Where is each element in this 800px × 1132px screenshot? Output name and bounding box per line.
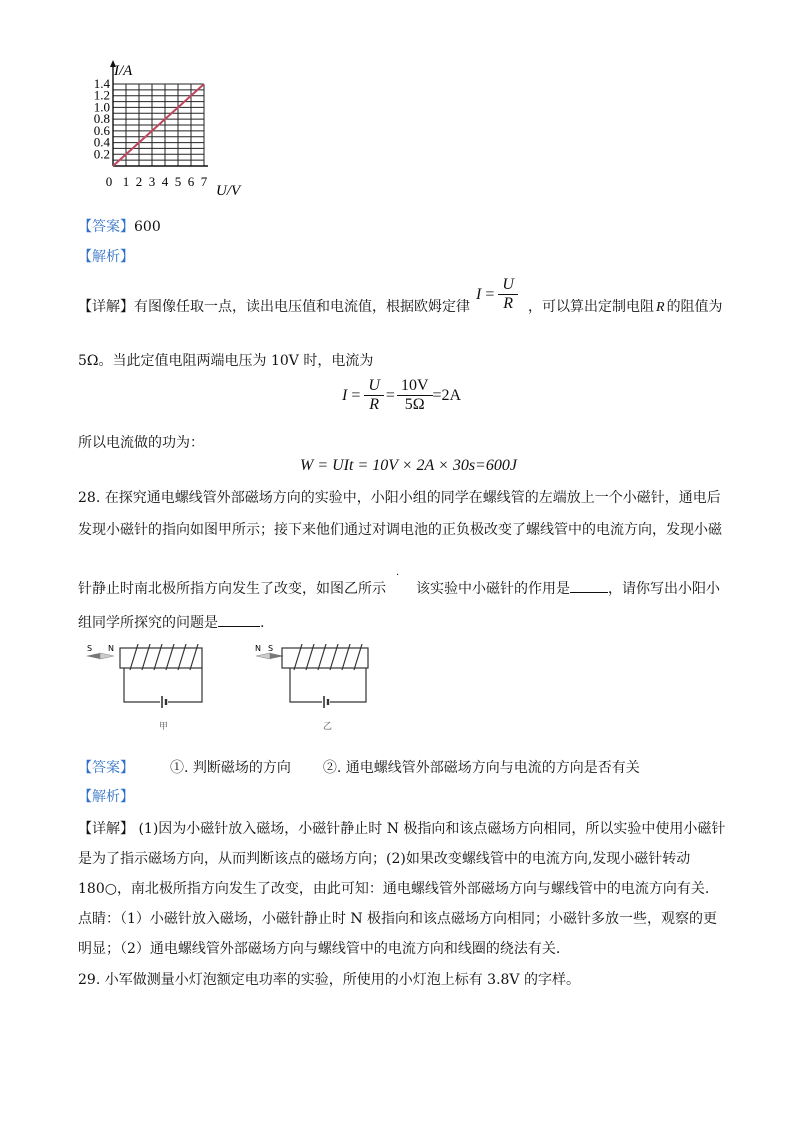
f2-lhs: I [342,387,348,404]
x-tick-label: 5 [174,174,182,189]
detail2-line-4: 点睛：（1）小磁针放入磁场，小磁针静止时 N 极指向和该点磁场方向相同；小磁针多放一些，观察的更 [78,911,718,927]
formula-num: U [498,276,518,295]
analysis2-tag: 【解析】 [78,789,134,805]
detail-tag: 【详解】 [78,299,134,315]
f2-num1: U [364,377,384,396]
f2-num2: 10V [397,377,433,396]
iu-graph [80,58,260,203]
yi-label: 乙 [323,722,333,732]
x-tick-label: 2 [135,174,143,189]
formula-I: I [476,286,482,303]
solenoid-figure [82,640,382,735]
detail2-line-3: 180○，南北极所指方向发生了改变，由此可知：通电螺线管外部磁场方向与螺线管中的电流方向有关. [78,881,710,897]
f2-den2: 5Ω [404,396,425,413]
x-tick-label: 6 [187,174,195,189]
answer-blank-2[interactable] [218,612,260,627]
current-formula [342,377,461,414]
y-tick-label: 1.2 [93,87,110,103]
x-axis-label: U/V [216,183,241,199]
work-formula: W = UIt = 10V × 2A × 30s=600J [300,457,517,474]
answer-blank-1[interactable] [570,578,608,593]
q28-line-2: 发现小磁针的指向如图甲所示；接下来他们通过对调电池的正负极改变了螺线管中的电流方向，发现小磁 [78,522,722,538]
jia-label: 甲 [159,722,169,732]
y-axis-label: I/A [114,63,133,79]
y-tick-label: 1.0 [93,99,110,115]
answer2-a2: ②. 通电螺线管外部磁场方向与电流的方向是否有关 [322,760,640,776]
y-tick-label: 0.4 [93,134,110,150]
q28-line-1: 28. 在探究通电螺线管外部磁场方向的实验中，小阳小组的同学在螺线管的左端放上一个小磁针，通电后 [78,490,721,506]
q28-line-4b: . [260,615,265,631]
detail-text-a: 有图像任取一点，读出电压值和电流值，根据欧姆定律 [134,299,470,315]
q28-line-3 [78,578,720,599]
q28-line-3a: 针静止时南北极所指方向发生了改变，如图乙所示 [78,581,386,597]
detail-line-1 [78,297,470,317]
formula-den: R [503,295,514,312]
ohm-formula-inline [476,276,518,313]
yi-n-label: N [255,644,261,653]
f2-den1: R [369,396,380,413]
detail-text-b: ，可以算出定制电阻 [528,299,654,315]
detail-text-c: 的阻值为 [666,299,723,315]
detail2-line-5: 明显；（2）通电螺线管外部磁场方向与螺线管中的电流方向和线圈的绕法有关. [78,941,561,957]
answer-tag: 【答案】 [78,219,134,235]
y-tick-label: 0.6 [93,122,110,138]
formula-fraction [498,276,518,313]
figure-yi [256,644,368,708]
f2-eq2: = [385,387,395,404]
jia-n-label: N [108,644,114,653]
detail2-line-2: 是为了指示磁场方向，从而判断该点的磁场方向；(2)如果改变螺线管中的电流方向,发现小磁针转动 [78,851,691,867]
detail-line-1b [528,297,723,318]
detail-line-3: 所以电流做的功为： [78,435,204,451]
q28-line-3b: 该实验中小磁针的作用是 [416,581,570,597]
f2-eq1: = [351,387,361,404]
f2-frac1 [364,377,384,414]
stray-dot: · [396,570,400,581]
q29-text: 29. 小军做测量小灯泡额定电功率的实验，所使用的小灯泡上标有 3.8V 的字样。 [78,972,580,988]
q28-line-4a: 组同学所探究的问题是 [78,615,218,631]
x-tick-label: 7 [200,174,208,189]
answer2-tag: 【答案】 [78,760,134,776]
x-tick-label: 4 [161,174,169,189]
detail-line-2: 5Ω。当此定值电阻两端电压为 10V 时，电流为 [78,353,374,369]
x-tick-label: 1 [122,174,130,189]
detail-R: R [656,300,665,315]
analysis-tag: 【解析】 [78,249,134,265]
q28-line-4 [78,612,264,633]
x-tick-label: 3 [148,174,156,189]
answer-value: 600 [134,219,161,235]
answer-line-2 [78,758,640,778]
f2-rhs: =2A [432,387,462,404]
y-tick-label: 1.4 [93,76,110,91]
yi-s-label: S [268,644,274,653]
q28-line-3c: ，请你写出小阳小 [608,581,720,597]
y-tick-label: 0.8 [93,111,110,127]
y-tick-label: 0.2 [93,146,110,162]
answer2-a1: ①. 判断磁场的方向 [170,760,291,776]
answer-line-1 [78,217,161,237]
x-tick-label: 0 [105,174,113,189]
detail2-line-1: 【详解】 (1)因为小磁针放入磁场，小磁针静止时 N 极指向和该点磁场方向相同，所以实验中使用小磁针 [78,821,726,837]
f2-frac2 [397,377,433,414]
figure-jia [86,644,202,708]
jia-s-label: S [87,644,93,653]
formula-eq: = [485,286,495,303]
